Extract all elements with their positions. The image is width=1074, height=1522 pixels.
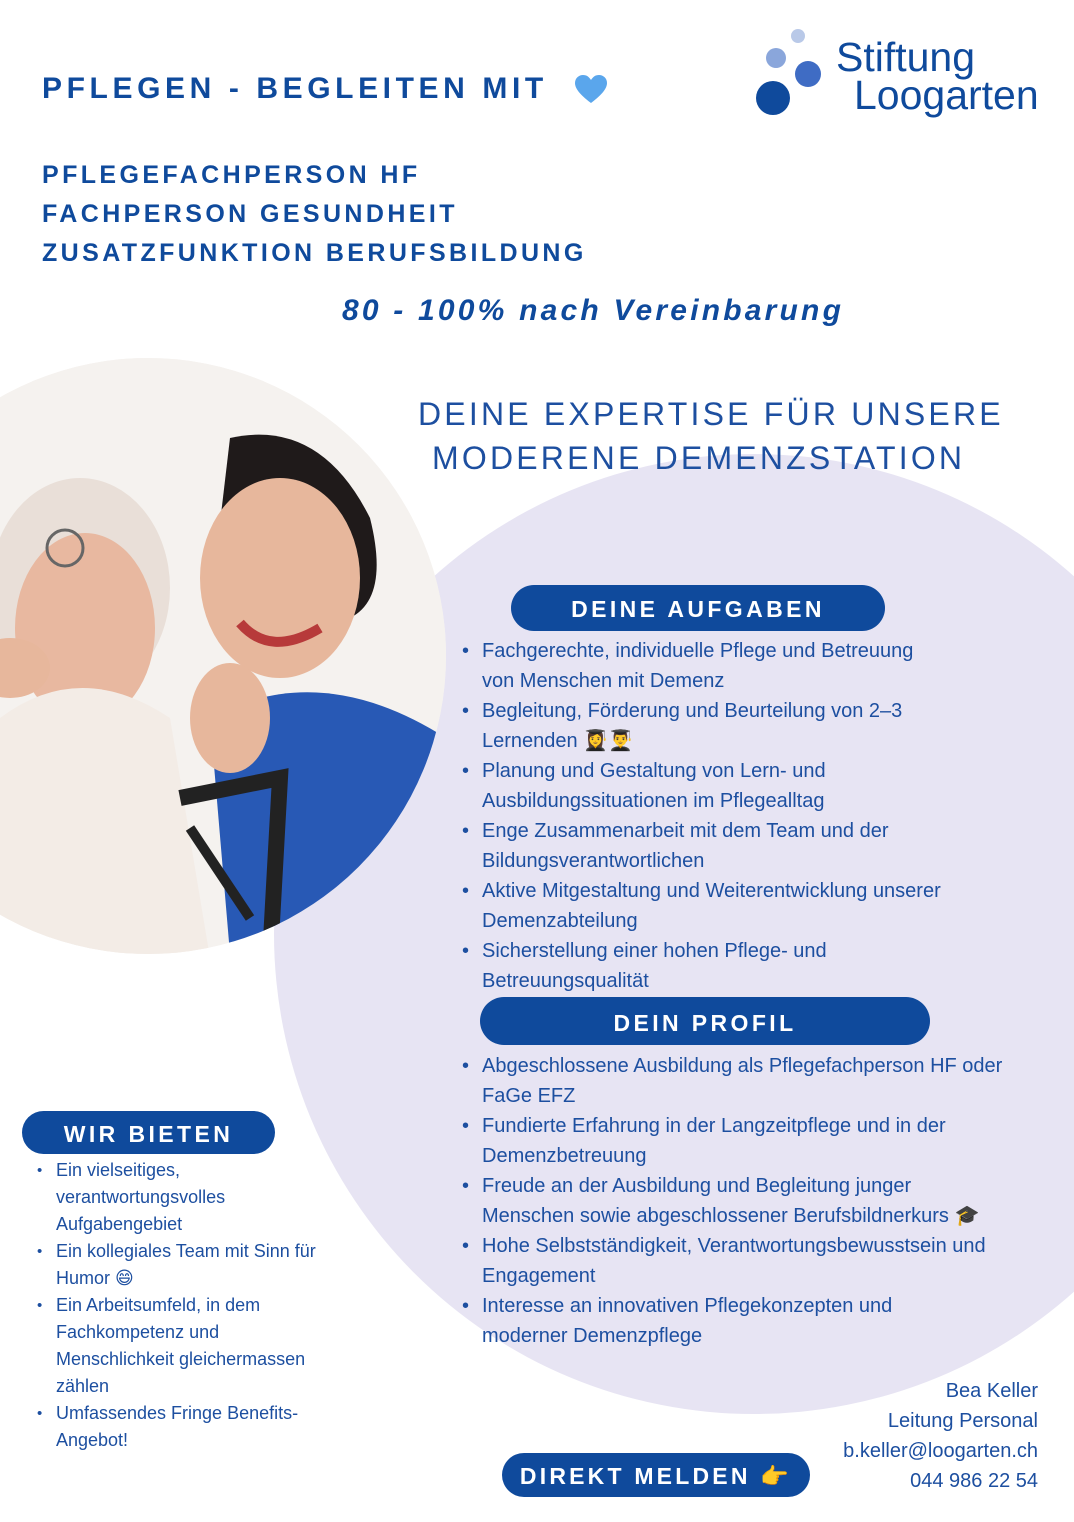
headline: PFLEGEN - BEGLEITEN MIT xyxy=(42,72,548,105)
list-item: • Fachgerechte, individuelle Pflege und Betreuung von Menschen mit Demenz xyxy=(482,636,1062,696)
bieten-list xyxy=(56,1157,356,1454)
list-item: • Ein Arbeitsumfeld, in dem Fachkompetenz und Menschlichkeit gleichermassen zählen xyxy=(56,1292,356,1400)
workload-percentage: 80 - 100% nach Vereinbarung xyxy=(342,294,845,327)
contact-email[interactable]: b.keller@loogarten.ch xyxy=(843,1440,1038,1462)
aufgaben-heading: DEINE AUFGABEN xyxy=(511,585,885,631)
list-item: • Hohe Selbstständigkeit, Verantwortungsbewusstsein und Engagement xyxy=(482,1231,1062,1291)
list-item: • Ein vielseitiges, verantwortungsvolles Aufgabengebiet xyxy=(56,1157,356,1238)
direkt-melden-button[interactable]: DIREKT MELDEN 👉 xyxy=(502,1453,810,1497)
list-item: • Enge Zusammenarbeit mit dem Team und der Bildungsverantwortlichen xyxy=(482,816,1062,876)
profil-list xyxy=(482,1051,1062,1351)
expertise-line-1: DEINE EXPERTISE FÜR UNSERE xyxy=(418,396,1004,432)
heart-icon xyxy=(574,74,608,104)
contact-phone[interactable]: 044 986 22 54 xyxy=(910,1470,1038,1492)
list-item: • Ein kollegiales Team mit Sinn für Humor 😄 xyxy=(56,1238,356,1292)
list-item: • Sicherstellung einer hohen Pflege- und Betreuungsqualität xyxy=(482,936,1062,996)
logo-line-2: Loogarten xyxy=(854,72,1039,118)
logo-wordmark xyxy=(836,34,1039,118)
list-item: • Fundierte Erfahrung in der Langzeitpflege und in der Demenzbetreuung xyxy=(482,1111,1062,1171)
contact-role: Leitung Personal xyxy=(887,1410,1038,1432)
logo-line-1: Stiftung xyxy=(836,34,976,80)
list-item: • Freude an der Ausbildung und Begleitung junger Menschen sowie abgeschlossener Berufsbildnerkurs 🎓 xyxy=(482,1171,1062,1231)
list-item: • Umfassendes Fringe Benefits- Angebot! xyxy=(56,1400,356,1454)
profil-heading: DEIN PROFIL xyxy=(480,997,930,1045)
contact-name: Bea Keller xyxy=(945,1380,1038,1402)
aufgaben-list xyxy=(482,636,1062,996)
list-item: • Planung und Gestaltung von Lern- und Ausbildungssituationen im Pflegealltag xyxy=(482,756,1062,816)
list-item: • Abgeschlossene Ausbildung als Pflegefachperson HF oder FaGe EFZ xyxy=(482,1051,1062,1111)
list-item: • Aktive Mitgestaltung und Weiterentwicklung unserer Demenzabteilung xyxy=(482,876,1062,936)
job-title-3: ZUSATZFUNKTION BERUFSBILDUNG xyxy=(42,239,587,267)
list-item: • Begleitung, Förderung und Beurteilung von 2–3 Lernenden 👩‍🎓👨‍🎓 xyxy=(482,696,1062,756)
job-title-1: PFLEGEFACHPERSON HF xyxy=(42,161,421,189)
expertise-heading xyxy=(418,392,1004,480)
job-title-2: FACHPERSON GESUNDHEIT xyxy=(42,200,458,228)
stiftung-logo-dots xyxy=(750,24,832,120)
bieten-heading: WIR BIETEN xyxy=(22,1111,275,1154)
expertise-line-2: MODERENE DEMENZSTATION xyxy=(432,440,966,476)
job-titles xyxy=(42,156,587,273)
contact-block xyxy=(843,1376,1038,1496)
list-item: • Interesse an innovativen Pflegekonzepten und moderner Demenzpflege xyxy=(482,1291,1062,1351)
